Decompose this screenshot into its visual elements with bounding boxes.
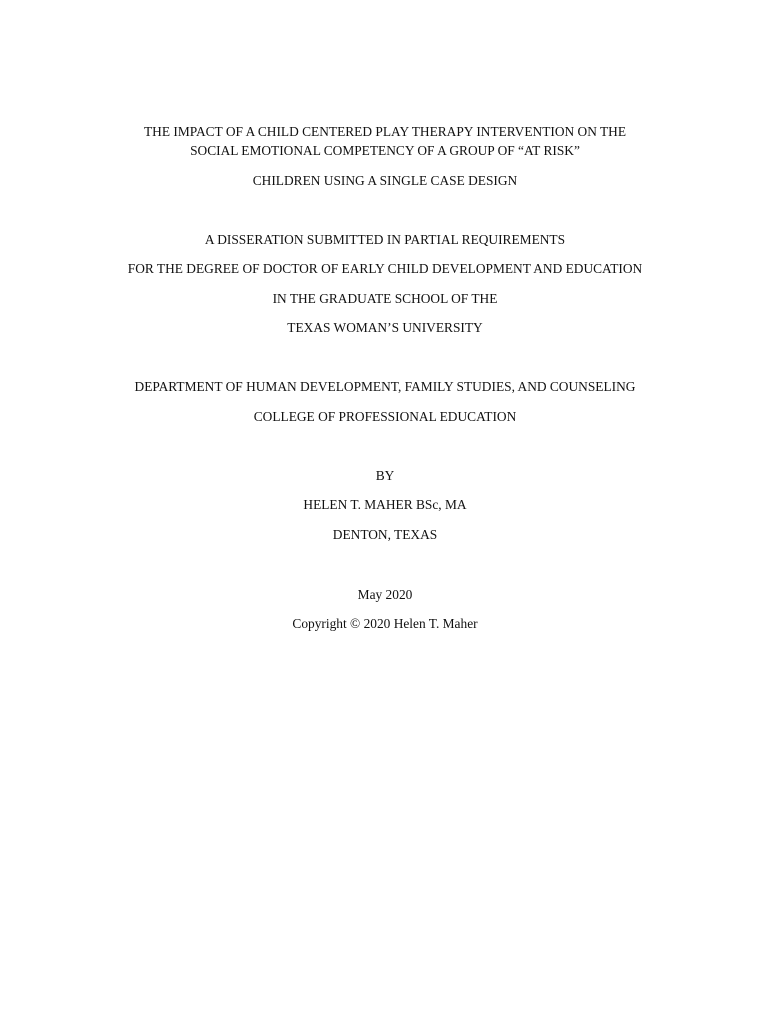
date: May 2020: [357, 587, 413, 602]
title-line-2: SOCIAL EMOTIONAL COMPETENCY OF A GROUP OF “AT RISK”: [190, 143, 580, 158]
submission-line-2: FOR THE DEGREE OF DOCTOR OF EARLY CHILD DEVELOPMENT AND EDUCATION: [127, 261, 643, 276]
university-name: TEXAS WOMAN’S UNIVERSITY: [287, 320, 483, 335]
submission-line-3: IN THE GRADUATE SCHOOL OF THE: [272, 291, 498, 306]
title-line-1: THE IMPACT OF A CHILD CENTERED PLAY THERAPY INTERVENTION ON THE: [144, 124, 626, 139]
title-line-3: CHILDREN USING A SINGLE CASE DESIGN: [252, 173, 518, 188]
copyright-notice: Copyright © 2020 Helen T. Maher: [292, 616, 478, 631]
department-name: DEPARTMENT OF HUMAN DEVELOPMENT, FAMILY STUDIES, AND COUNSELING: [134, 379, 636, 394]
location: DENTON, TEXAS: [332, 527, 438, 542]
submission-line-1: A DISSERATION SUBMITTED IN PARTIAL REQUIREMENTS: [204, 232, 566, 247]
college-name: COLLEGE OF PROFESSIONAL EDUCATION: [253, 409, 517, 424]
author-name: HELEN T. MAHER BSc, MA: [303, 497, 467, 512]
by-label: BY: [375, 468, 395, 483]
